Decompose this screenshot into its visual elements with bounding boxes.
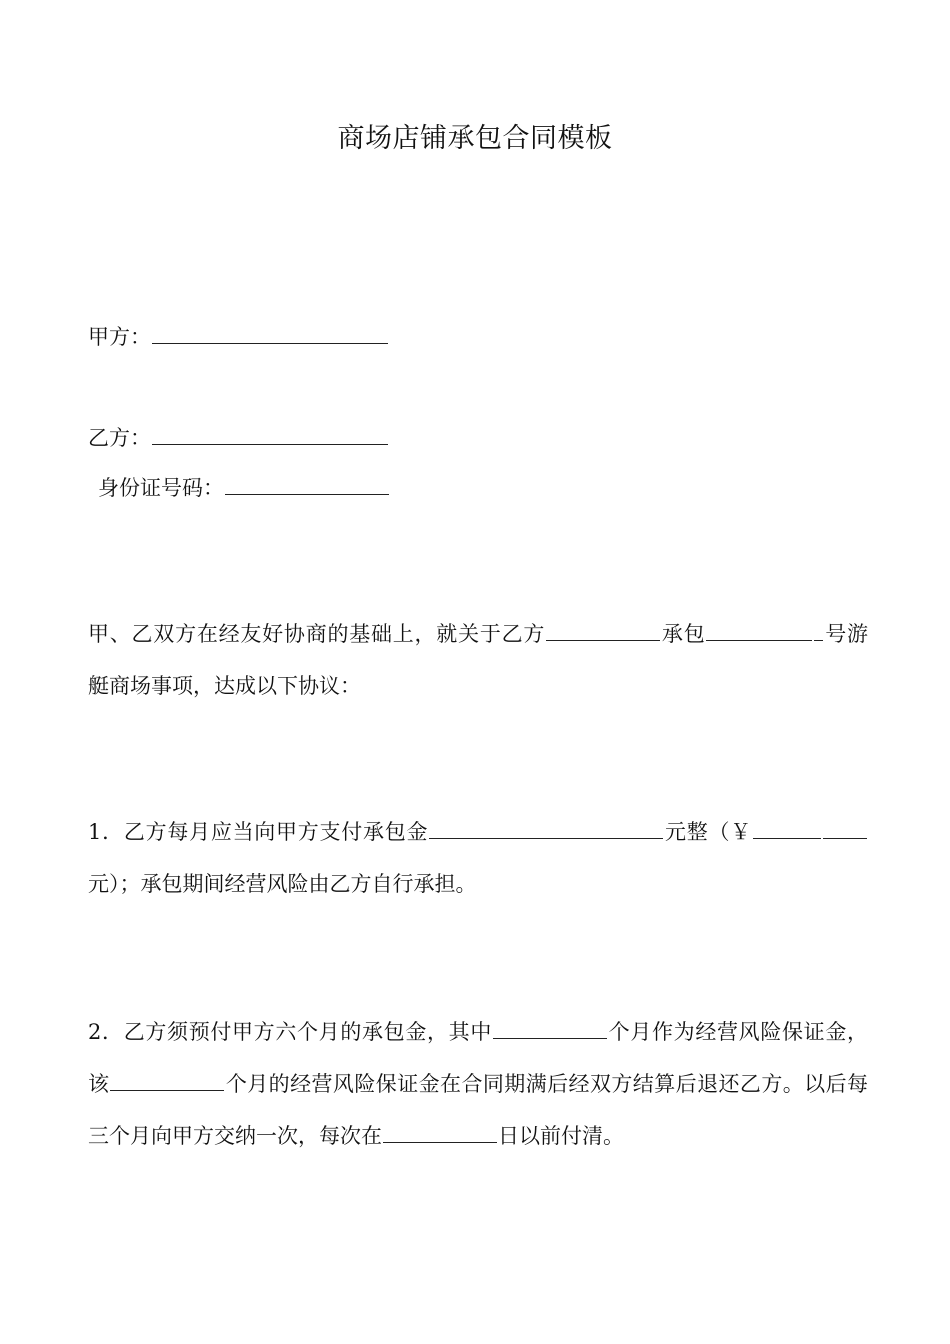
party-b-line (88, 423, 389, 453)
party-b-blank[interactable] (152, 426, 388, 445)
clause-1-text-2: 元整（￥ (664, 820, 752, 844)
intro-blank-1[interactable] (546, 622, 660, 641)
clause-2-text-3: 个月的经营风险保证金在合同期满后经双方结算后退还乙方。以后每三个月向甲方交纳一次，每次在 (88, 1072, 868, 1148)
clause-2-text-2: 个月作为经营风险保证金，该 (88, 1020, 869, 1096)
party-a-label: 甲方： (88, 325, 151, 349)
id-number-line (98, 473, 390, 503)
intro-blank-2-cont (814, 622, 823, 641)
id-number-label: 身份证号码： (98, 476, 224, 500)
clause-1-blank-2-cont (823, 820, 867, 839)
intro-blank-2[interactable] (706, 622, 812, 641)
clause-1-blank-1[interactable] (429, 820, 663, 839)
clause-2-text-4: 日以前付清。 (498, 1124, 624, 1148)
party-b-label: 乙方： (88, 426, 151, 450)
party-a-blank[interactable] (152, 325, 388, 344)
clause-2-blank-3[interactable] (383, 1124, 497, 1143)
clause-1-text-1: 1．乙方每月应当向甲方支付承包金 (88, 820, 429, 844)
id-number-blank[interactable] (225, 476, 389, 495)
clause-1-blank-2[interactable] (753, 820, 821, 839)
clause-2-text-1: 2．乙方须预付甲方六个月的承包金，其中 (88, 1020, 493, 1044)
clause-2-blank-2[interactable] (110, 1072, 224, 1091)
clause-2-paragraph (88, 1006, 868, 1162)
clause-2-blank-1[interactable] (493, 1020, 607, 1039)
intro-paragraph (88, 608, 868, 712)
intro-text-2: 承包 (661, 622, 706, 646)
clause-1-text-3: 元）；承包期间经营风险由乙方自行承担。 (88, 872, 477, 896)
intro-text-3: 号游艇商场事项，达成以下协议： (88, 622, 869, 698)
clause-1-paragraph (88, 806, 868, 910)
document-title: 商场店铺承包合同模板 (337, 123, 613, 154)
intro-text-1: 甲、乙双方在经友好协商的基础上，就关于乙方 (88, 622, 546, 646)
party-a-line (88, 322, 389, 352)
